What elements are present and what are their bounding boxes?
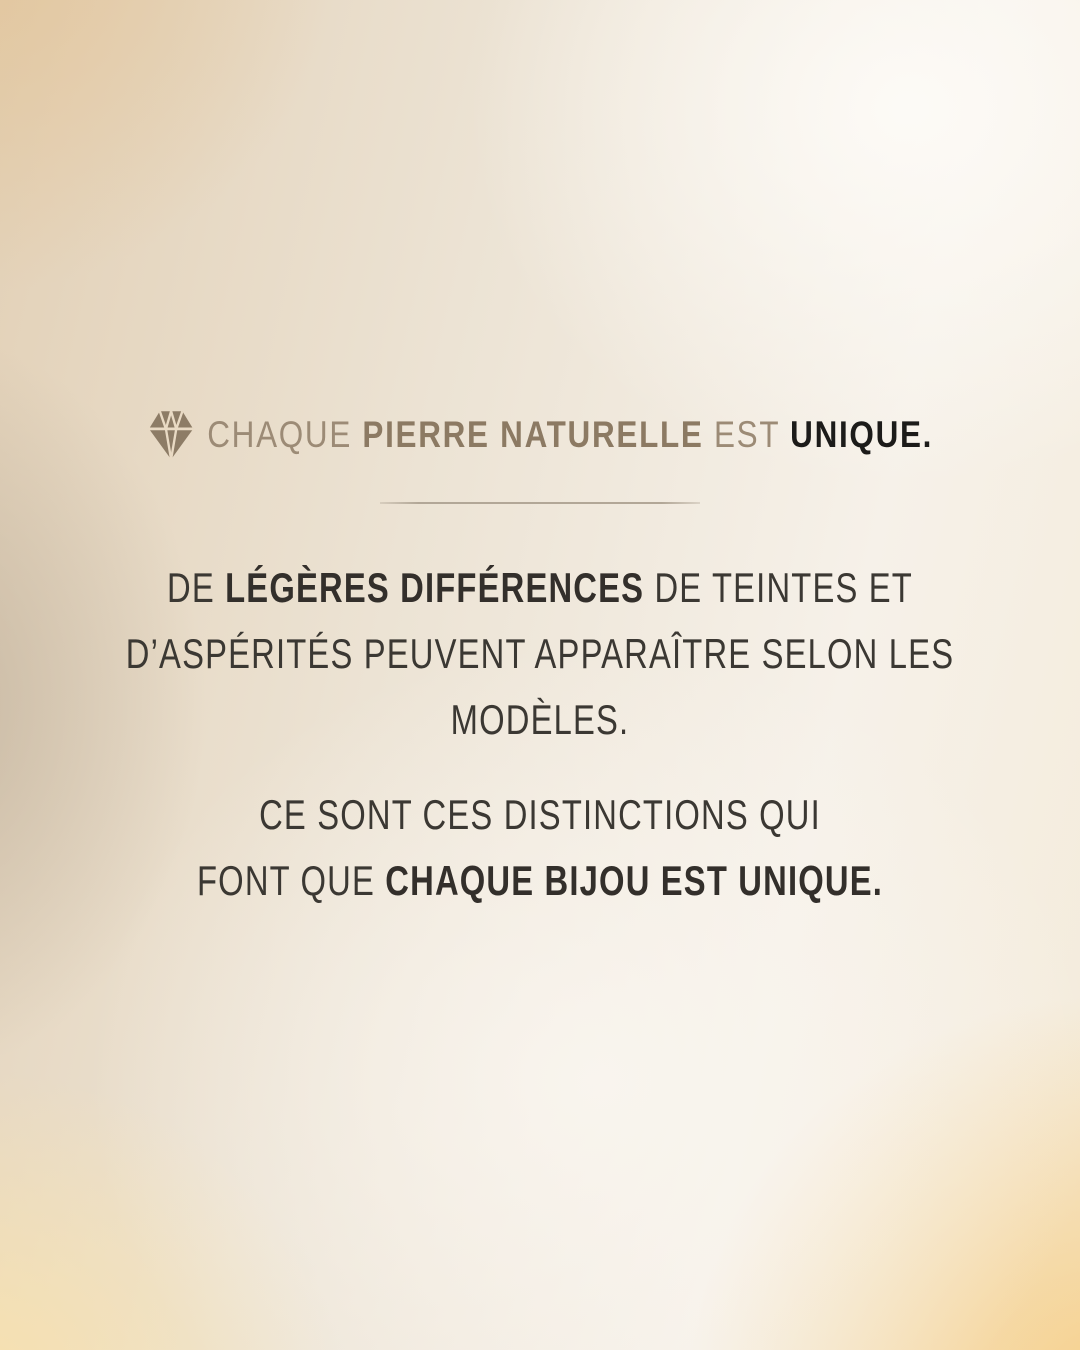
text-line [259, 782, 821, 848]
text-line [197, 848, 883, 914]
paragraph-1 [119, 555, 961, 753]
text-segment: UNIQUE. [790, 414, 934, 455]
text-line [167, 555, 913, 621]
text-segment: LÉGÈRES DIFFÉRENCES [225, 564, 645, 611]
text-segment: EST [703, 414, 791, 455]
heading [81, 408, 999, 462]
text-segment: PIERRE NATURELLE [362, 414, 704, 455]
text-segment: CHAQUE BIJOU EST UNIQUE. [385, 857, 883, 904]
paragraph-2 [119, 782, 961, 914]
text-segment: CHAQUE [207, 414, 363, 455]
text-segment: MODÈLES. [450, 696, 630, 743]
text-segment: DE [167, 564, 226, 611]
text-segment: CE SONT CES DISTINCTIONS QUI [259, 791, 821, 838]
diamond-icon [147, 409, 195, 461]
text-segment: DE TEINTES ET [644, 564, 913, 611]
text-segment: FONT QUE [196, 857, 386, 904]
divider-line [380, 502, 700, 504]
text-line [126, 621, 954, 687]
text-segment: D’ASPÉRITÉS PEUVENT APPARAÎTRE SELON LES [125, 630, 955, 677]
text-line [451, 687, 630, 753]
heading-text [207, 414, 933, 456]
